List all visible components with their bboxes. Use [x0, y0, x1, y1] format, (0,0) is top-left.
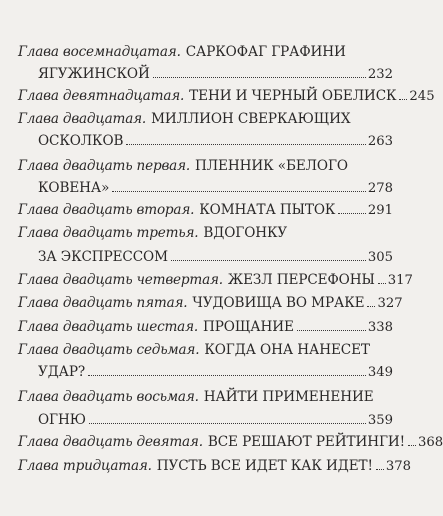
chapter-title: САРКОФАГ ГРАФИНИ	[185, 44, 346, 60]
chapter-label: Глава тридцатая.	[18, 458, 152, 474]
chapter-title: МИЛЛИОН СВЕРКАЮЩИХ	[151, 111, 351, 127]
chapter-label: Глава двадцать четвертая.	[18, 272, 223, 288]
dot-leader	[338, 209, 365, 214]
chapter-title: КОМНАТА ПЫТОК	[199, 202, 336, 218]
dot-leader	[367, 302, 375, 307]
chapter-title: ВСЕ РЕШАЮТ РЕЙТИНГИ!	[207, 434, 405, 450]
dot-leader	[399, 95, 407, 100]
chapter-title: КОВЕНА»	[38, 180, 110, 196]
chapter-label: Глава двадцать вторая.	[18, 202, 195, 218]
toc-entry-line	[0, 406, 410, 428]
page-number: 317	[387, 273, 413, 288]
chapter-label: Глава восемнадцатая.	[18, 44, 181, 60]
page-number: 368	[418, 435, 443, 450]
dot-leader	[153, 73, 366, 78]
toc-entry-line	[0, 38, 410, 60]
dot-leader	[126, 140, 365, 145]
dot-leader	[89, 419, 366, 424]
toc-entry-line	[0, 196, 410, 218]
dot-leader	[297, 326, 366, 331]
chapter-label: Глава двадцать третья.	[18, 225, 199, 241]
chapter-title: ПЛЕННИК «БЕЛОГО	[195, 158, 348, 174]
page-number: 349	[367, 365, 393, 380]
toc-entry-line	[0, 105, 410, 127]
toc-entry-line	[0, 336, 410, 358]
toc-entry-line	[0, 289, 410, 311]
toc-entry-line	[0, 152, 410, 174]
page-number: 278	[367, 181, 393, 196]
chapter-title: ЖЕЗЛ ПЕРСЕФОНЫ	[227, 272, 375, 288]
toc-entry-line	[0, 219, 410, 241]
dot-leader	[112, 187, 365, 192]
toc-entry-line	[0, 358, 410, 380]
chapter-title: ЧУДОВИЩА ВО МРАКЕ	[192, 295, 365, 311]
chapter-label: Глава двадцать седьмая.	[18, 342, 200, 358]
toc-entry-line	[0, 127, 410, 149]
chapter-label: Глава двадцатая.	[18, 111, 147, 127]
toc-entry-line	[0, 313, 410, 335]
toc-entry-line	[0, 428, 443, 450]
toc-entry-line	[0, 82, 435, 104]
chapter-label: Глава двадцать восьмая.	[18, 389, 199, 405]
toc-entry-line	[0, 243, 410, 265]
chapter-title: КОГДА ОНА НАНЕСЕТ	[204, 342, 370, 358]
chapter-label: Глава девятнадцатая.	[18, 88, 185, 104]
chapter-title: НАЙТИ ПРИМЕНЕНИЕ	[203, 389, 374, 405]
page-number: 232	[367, 67, 393, 82]
dot-leader	[378, 279, 386, 284]
toc-entry-line	[0, 383, 410, 405]
page-number: 378	[385, 459, 412, 474]
chapter-label: Глава двадцать первая.	[18, 158, 190, 174]
chapter-label: Глава двадцать девятая.	[18, 434, 203, 450]
toc-entry-line	[0, 452, 410, 474]
page-number: 327	[377, 296, 403, 311]
page-number: 291	[367, 203, 393, 218]
chapter-title: ОГНЮ	[38, 412, 86, 428]
dot-leader	[88, 371, 366, 376]
chapter-title: ВДОГОНКУ	[203, 225, 288, 241]
page-number: 305	[367, 250, 393, 265]
dot-leader	[376, 465, 384, 470]
dot-leader	[408, 441, 416, 446]
chapter-label: Глава двадцать пятая.	[18, 295, 188, 311]
page-number: 338	[367, 320, 393, 335]
chapter-title: УДАР?	[38, 364, 86, 380]
chapter-title: ТЕНИ И ЧЕРНЫЙ ОБЕЛИСК	[189, 88, 397, 104]
chapter-title: ОСКОЛКОВ	[38, 133, 124, 149]
page-number: 245	[409, 89, 435, 104]
dot-leader	[171, 256, 366, 261]
page-number: 359	[367, 413, 393, 428]
toc-entry-line	[0, 266, 413, 288]
chapter-label: Глава двадцать шестая.	[18, 319, 198, 335]
toc-entry-line	[0, 174, 410, 196]
toc-entry-line	[0, 60, 410, 82]
chapter-title: ПРОЩАНИЕ	[203, 319, 294, 335]
chapter-title: ЯГУЖИНСКОЙ	[38, 66, 150, 82]
chapter-title: ЗА ЭКСПРЕССОМ	[38, 249, 168, 265]
chapter-title: ПУСТЬ ВСЕ ИДЕТ КАК ИДЕТ!	[156, 458, 373, 474]
page-number: 263	[367, 134, 393, 149]
